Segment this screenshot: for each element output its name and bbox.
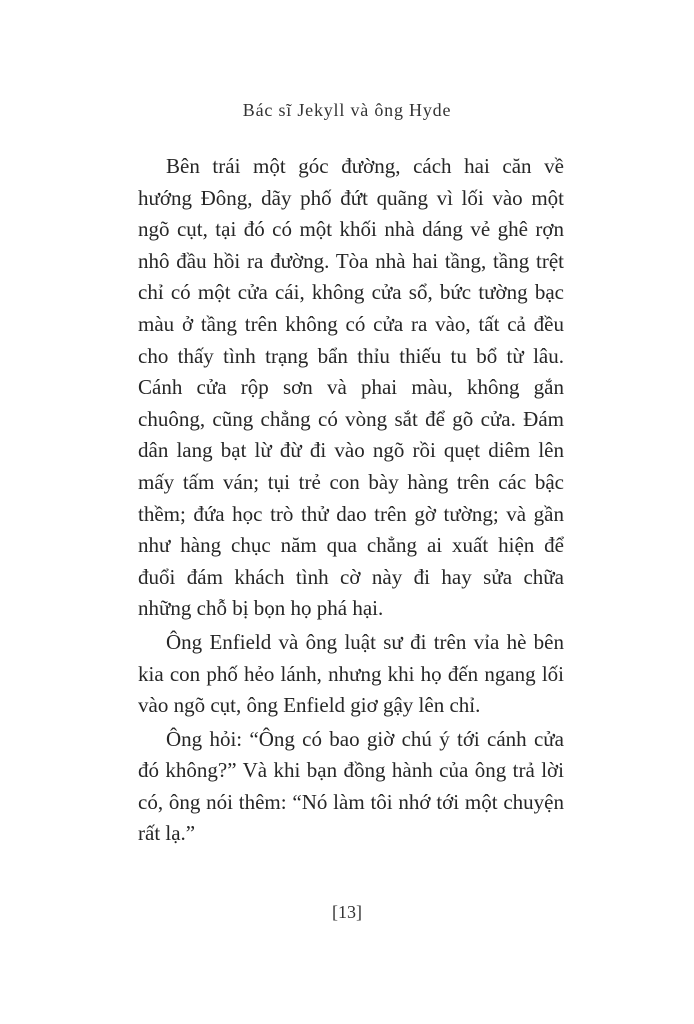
paragraph: Bên trái một góc đường, cách hai căn về hướng Đông, dãy phố đứt quãng vì lối vào một ngõ cụt, tại đó có một khối nhà dáng vẻ ghê rợn nhô đầu hồi ra đường. Tòa nhà hai tầng, tầng trệt chỉ có một cửa cái, không cửa sổ, bức tường bạc màu ở tầng trên không có cửa ra vào, tất cả đều cho thấy tình trạng bẩn thỉu thiếu tu bổ từ lâu. Cánh cửa rộp sơn và phai màu, không gắn chuông, cũng chẳng có vòng sắt để gõ cửa. Đám dân lang bạt lừ đừ đi vào ngõ rồi quẹt diêm lên mấy tấm ván; tụi trẻ con bày hàng trên các bậc thềm; đứa học trò thử dao trên gờ tường; và gần như hàng chục năm qua chẳng ai xuất hiện để đuổi đám khách tình cờ này đi hay sửa chữa những chỗ bị bọn họ phá hại. <box>138 154 564 621</box>
paragraph: Ông hỏi: “Ông có bao giờ chú ý tới cánh cửa đó không?” Và khi bạn đồng hành của ông trả lời có, ông nói thêm: “Nó làm tôi nhớ tới một chuyện rất lạ.” <box>138 726 564 846</box>
body-text <box>138 151 564 852</box>
page-number: [13] <box>332 902 362 922</box>
paragraph: Ông Enfield và ông luật sư đi trên vỉa hè bên kia con phố hẻo lánh, nhưng khi họ đến ngang lối vào ngõ cụt, ông Enfield giơ gậy lên chỉ. <box>138 629 564 718</box>
running-title: Bác sĩ Jekyll và ông Hyde <box>242 100 452 120</box>
